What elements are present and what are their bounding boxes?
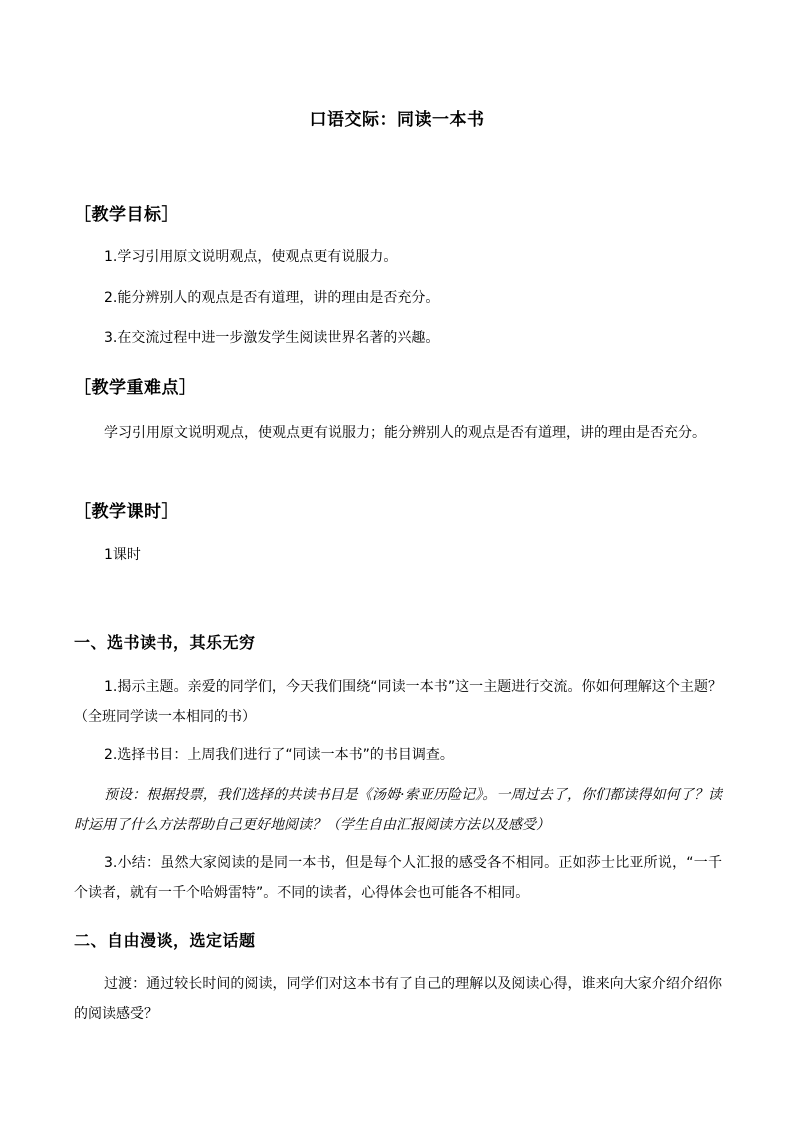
key-points-text: 学习引用原文说明观点，使观点更有说服力；能分辨别人的观点是否有道理，讲的理由是否充分。 — [104, 425, 706, 441]
goal-item-3: 3.在交流过程中进一步激发学生阅读世界名著的兴趣。 — [104, 330, 440, 346]
page-title: 口语交际：同读一本书 — [309, 110, 485, 130]
part1-paragraph-summary: 3.小结：虽然大家阅读的是同一本书，但是每个人汇报的感受各不相同。正如莎士比亚所说，“一千个读者，就有一千个哈姆雷特”。不同的读者，心得体会也可能各不相同。 — [74, 855, 722, 901]
part1-paragraph-2: 2.选择书目：上周我们进行了“同读一本书”的书目调查。 — [104, 747, 454, 763]
class-hours-text: 1课时 — [104, 547, 141, 563]
heading-teaching-goals: ［教学目标］ — [74, 205, 179, 225]
goal-item-2: 2.能分辨别人的观点是否有道理，讲的理由是否充分。 — [104, 290, 440, 306]
part1-paragraph-preset: 预设：根据投票，我们选择的共读书目是《汤姆·索亚历险记》。一周过去了，你们都读得如何了？读时运用了什么方法帮助自己更好地阅读？（学生自由汇报阅读方法以及感受） — [74, 787, 722, 833]
part2-paragraph-1: 过渡：通过较长时间的阅读，同学们对这本书有了自己的理解以及阅读心得，谁来向大家介绍介绍你的阅读感受？ — [74, 976, 722, 1022]
goal-item-1: 1.学习引用原文说明观点，使观点更有说服力。 — [104, 249, 398, 265]
heading-part-2: 二、自由漫谈，选定话题 — [74, 931, 256, 950]
heading-part-1: 一、选书读书，其乐无穷 — [74, 633, 256, 652]
part1-paragraph-1: 1.揭示主题。亲爱的同学们，今天我们围绕“同读一本书”这一主题进行交流。你如何理解这个主题？（全班同学读一本相同的书） — [74, 679, 722, 725]
heading-class-hours: ［教学课时］ — [74, 502, 179, 522]
heading-key-points: ［教学重难点］ — [74, 378, 197, 398]
